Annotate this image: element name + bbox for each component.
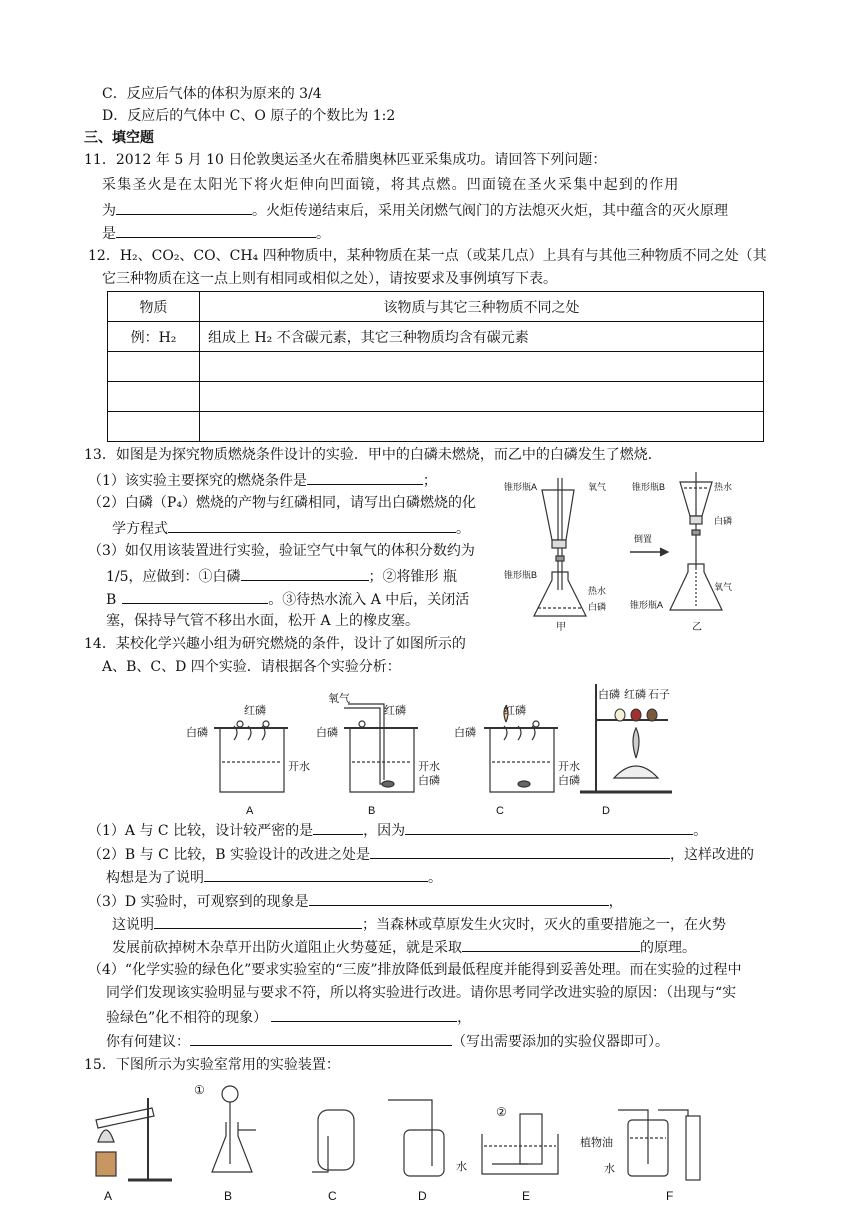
q14-p2-text-2: ，这样改进的 <box>670 847 754 863</box>
label-hot-water: 热水 <box>588 586 607 596</box>
collecting-bottle-e <box>520 1114 542 1164</box>
q14-p2-text: （2）B 与 C 比较，B 实验设计的改进之处是 <box>88 847 370 863</box>
q14-p3b <box>112 913 726 935</box>
q13-p3b-text: 1/5，应做到：①白磷 <box>106 569 241 585</box>
label-boiling-a: 开水 <box>288 761 310 773</box>
q14-p4d-text: 你有何建议： <box>106 1034 190 1050</box>
q13-p3a: （3）如仅用该装置进行实验，验证空气中氧气的体积分数约为 <box>88 543 475 559</box>
table-header-cell: 该物质与其它三种物质不同之处 <box>200 292 764 322</box>
q13-p3c <box>106 588 469 610</box>
label-boiling-b: 开水 <box>418 761 440 773</box>
label-water-e: 水 <box>456 1161 467 1173</box>
q14-stem: 14．某校化学兴趣小组为研究燃烧的条件，设计了如图所示的 <box>84 636 466 652</box>
table-cell: 例：H₂ <box>108 322 200 352</box>
table-row[interactable] <box>108 412 764 442</box>
label-b: B <box>224 1189 233 1203</box>
q11-line4 <box>102 222 330 244</box>
label-flask-a-2: 锥形瓶A <box>630 600 664 610</box>
q14-p4d-text-2: （写出需要添加的实验仪器即可）。 <box>452 1034 669 1050</box>
q11-line3 <box>102 199 728 221</box>
beaker-a <box>220 728 284 792</box>
q12-table <box>107 291 764 442</box>
label-flask-a: 锥形瓶A <box>504 482 538 492</box>
table-row <box>108 322 764 352</box>
q13-blank-4[interactable] <box>122 588 268 604</box>
beaker-b <box>350 728 414 792</box>
q11-line4-end: 。 <box>316 226 330 242</box>
q13-p1-end: ； <box>422 473 437 489</box>
table-cell[interactable] <box>200 412 764 442</box>
q14-p2c-text: 构想是为了说明 <box>106 870 204 886</box>
q13-blank-2[interactable] <box>168 517 456 533</box>
label-white-p-c: 白磷 <box>454 727 476 739</box>
q13-p2b <box>112 517 470 539</box>
q12-stem: 12．H₂、CO₂、CO、CH₄ 四种物质中，某种物质在某一点（或某几点）上具有与其他三种物质不同之处（其 <box>88 248 767 264</box>
label-red-p-a: 红磷 <box>244 705 266 717</box>
q14-blank-3[interactable] <box>370 843 670 859</box>
label-white-p-a: 白磷 <box>186 727 208 739</box>
label-boiling-c: 开水 <box>558 761 580 773</box>
label-oil-f: 植物油 <box>580 1137 613 1149</box>
label-hot-water-2: 热水 <box>714 482 733 492</box>
alcohol-lamp <box>614 766 658 778</box>
label-oxygen-2: 氧气 <box>714 582 733 592</box>
wood-block <box>96 1152 116 1176</box>
label-stone-d: 石子 <box>648 689 670 701</box>
q15-apparatus-figure <box>88 1080 728 1210</box>
label-e: E <box>522 1189 531 1203</box>
label-red-p-c: 红磷 <box>504 705 526 717</box>
q13-p2a: （2）白磷（P₄）燃烧的产物与红磷相同，请写出白磷燃烧的化 <box>88 495 476 511</box>
q14-p3c-text-2: 的原理。 <box>640 940 696 956</box>
q14-p1-end: 。 <box>693 823 708 839</box>
option-d: D．反应后的气体中 C、O 原子的个数比为 1:2 <box>102 108 396 124</box>
bottle-d <box>404 1130 444 1176</box>
label-flask-b-2: 锥形瓶B <box>632 482 666 492</box>
q14-p4c-end: ， <box>457 1010 472 1026</box>
q14-stem-2: A、B、C、D 四个实验．请根据各个实验分析： <box>102 659 401 675</box>
q13-blank-1[interactable] <box>307 469 423 485</box>
label-d: D <box>418 1189 427 1203</box>
label-white-p-b: 白磷 <box>316 727 338 739</box>
q15-stem: 15．下图所示为实验室常用的实验装置： <box>84 1057 340 1073</box>
q13-apparatus-figure <box>500 468 800 638</box>
label-red-p-b: 红磷 <box>384 705 406 717</box>
separatory-funnel <box>222 1086 238 1102</box>
q14-experiments-figure <box>184 680 674 818</box>
label-white-p-b2: 白磷 <box>418 775 440 787</box>
label-a: A <box>104 1189 113 1203</box>
q14-p2 <box>88 843 754 865</box>
label-jia: 甲 <box>556 622 566 633</box>
stone-sample <box>647 709 657 721</box>
q14-p1-text-2: ，因为 <box>363 823 406 839</box>
q14-p4d <box>106 1030 669 1052</box>
label-water-f: 水 <box>604 1163 615 1175</box>
table-row[interactable] <box>108 352 764 382</box>
q14-p4b: 同学们发现该实验明显与要求不符，所以将实验进行改进。请你思考同学改进实验的原因：（出现与“实 <box>106 985 737 1001</box>
q14-p3a-text: （3）D 实验时，可观察到的现象是 <box>88 894 309 910</box>
q14-blank-1[interactable] <box>313 819 363 835</box>
label-invert: 倒置 <box>634 534 653 544</box>
q13-p3c-text: B <box>106 592 117 608</box>
q14-blank-9[interactable] <box>190 1030 452 1046</box>
test-tube-a <box>96 1108 154 1128</box>
q11-line3-prefix: 为 <box>102 203 116 219</box>
option-c: C．反应后气体的体积为原来的 3/4 <box>102 86 322 102</box>
section-title: 三、填空题 <box>84 130 154 146</box>
q14-p1 <box>88 819 707 841</box>
q13-p3c-text-2: 。③待热水流入 A 中后，关闭活 <box>268 592 470 608</box>
label-flask-b: 锥形瓶B <box>504 570 538 580</box>
label-yi: 乙 <box>692 622 702 633</box>
measuring-cylinder <box>686 1116 700 1180</box>
flask-b-bottom <box>534 572 586 616</box>
q11-line3-text: 。火炬传递结束后，采用关闭燃气阀门的方法熄灭火炬，其中蕴含的灭火原理 <box>252 203 728 219</box>
table-header-row <box>108 292 764 322</box>
q13-blank-3[interactable] <box>241 565 369 581</box>
q13-p1-text: （1）该实验主要探究的燃烧条件是 <box>88 473 307 489</box>
q13-p2b-text: 学方程式 <box>112 521 168 537</box>
q14-p3c <box>112 936 696 958</box>
q11-line4-prefix: 是 <box>102 226 116 242</box>
q12-stem-2: 它三种物质在这一点上则有相同或相似之处），请按要求及事例填写下表。 <box>102 271 557 287</box>
q14-p4c-text: 验绿色”化不相符的现象） <box>106 1010 268 1026</box>
table-row[interactable] <box>108 382 764 412</box>
q14-p3b-text-2: ；当森林或草原发生火灾时，灭火的重要措施之一，在火势 <box>362 917 726 933</box>
q13-p1 <box>88 469 437 491</box>
table-header-cell: 物质 <box>108 292 200 322</box>
stopper <box>552 540 566 548</box>
q14-p4c <box>106 1006 471 1028</box>
q14-blank-6[interactable] <box>154 913 362 929</box>
label-oxygen: 氧气 <box>588 482 607 492</box>
label-n1: ① <box>194 1083 205 1097</box>
q14-blank-8[interactable] <box>271 1006 457 1022</box>
q11-stem: 11．2012 年 5 月 10 日伦敦奥运圣火在希腊奥林匹亚采集成功。请回答下列问题： <box>84 152 607 168</box>
q14-p3a-end: ， <box>608 894 623 910</box>
table-cell[interactable] <box>108 352 200 382</box>
label-c: C <box>328 1189 337 1203</box>
q14-p3b-text: 这说明 <box>112 917 154 933</box>
table-cell[interactable] <box>108 412 200 442</box>
q14-p3a <box>88 890 623 912</box>
label-n2: ② <box>496 1105 507 1119</box>
table-cell[interactable] <box>200 382 764 412</box>
label-red-p-d: 红磷 <box>624 689 646 701</box>
table-cell[interactable] <box>200 352 764 382</box>
q14-blank-7[interactable] <box>462 936 640 952</box>
white-p-sample <box>615 709 625 721</box>
q13-p3b <box>106 565 457 587</box>
q14-blank-2[interactable] <box>405 819 693 835</box>
bottle-c <box>318 1110 354 1170</box>
label-white-p-d: 白磷 <box>598 689 620 701</box>
q14-p3c-text: 发展前砍掉树木杂草开出防火道阻止火势蔓延，就是采取 <box>112 940 462 956</box>
label-d: D <box>602 805 610 817</box>
q14-p2c <box>106 866 442 888</box>
label-oxygen-b: 氧气 <box>328 693 350 705</box>
label-a: A <box>246 805 254 817</box>
label-white-p-c2: 白磷 <box>558 775 580 787</box>
q13-p3d: 塞，保持导气管不移出水面，松开 A 上的橡皮塞。 <box>106 613 420 629</box>
q14-p2-end: 。 <box>428 870 442 886</box>
red-p-sample <box>631 709 641 721</box>
label-white-p: 白磷 <box>588 602 607 612</box>
q14-blank-4[interactable] <box>204 866 428 882</box>
q14-blank-5[interactable] <box>309 890 609 906</box>
q13-p2-end: 。 <box>456 521 470 537</box>
q11-blank-1[interactable] <box>116 199 252 215</box>
label-f: F <box>666 1189 674 1203</box>
q14-p1-text: （1）A 与 C 比较，设计较严密的是 <box>88 823 314 839</box>
q13-stem: 13．如图是为探究物质燃烧条件设计的实验．甲中的白磷未燃烧，而乙中的白磷发生了燃烧． <box>84 447 662 463</box>
q11-blank-2[interactable] <box>116 222 316 238</box>
q13-p3b-text-2: ；②将锥形 瓶 <box>368 569 457 585</box>
table-cell[interactable] <box>108 382 200 412</box>
label-white-p-2: 白磷 <box>714 516 733 526</box>
label-c: C <box>496 805 504 817</box>
table-cell: 组成上 H₂ 不含碳元素，其它三种物质均含有碳元素 <box>200 322 764 352</box>
q14-p4a: （4）“化学实验的绿色化”要求实验室的“三废”排放降低到最低程度并能得到妥善处理。而在实验的过程中 <box>88 962 742 978</box>
label-b: B <box>368 805 376 817</box>
q11-text: 采集圣火是在太阳光下将火炬伸向凹面镜，将其点燃。凹面镜在圣火采集中起到的作用 <box>102 177 680 193</box>
